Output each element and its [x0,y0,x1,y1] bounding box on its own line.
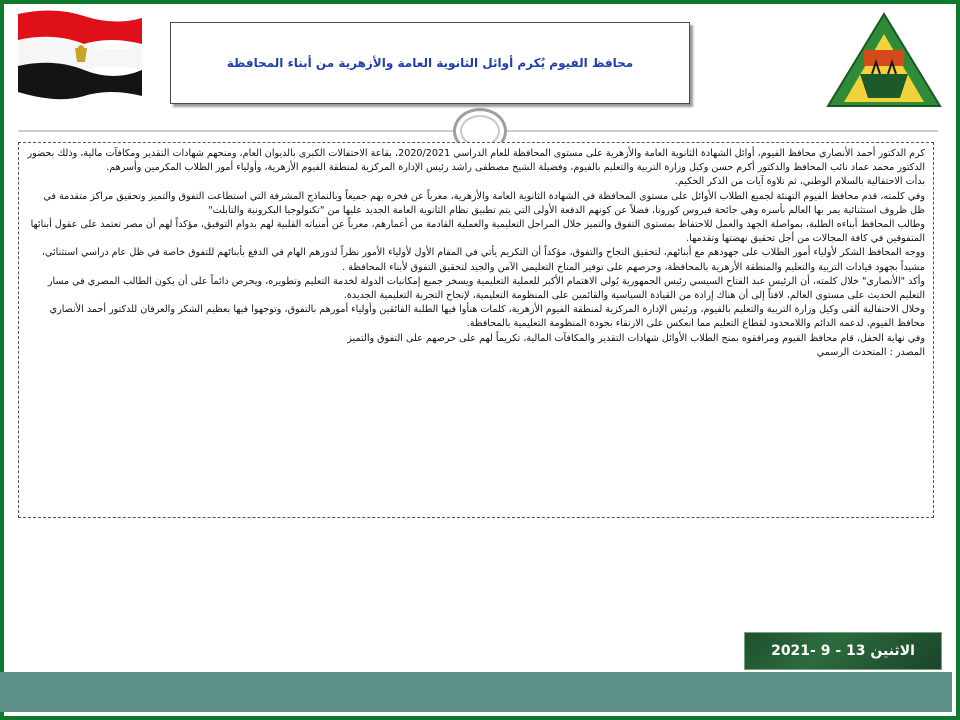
article-paragraph: ووجه المحافظ الشكر لأولياء أمور الطلاب على جهودهم مع أبنائهم، لتحقيق النجاح والتفوق، مؤكداً أن التكريم يأتي في المقام الأول لأولياء الأمور نظراً لدورهم الهام في الدفع بأبنائهم للتفوق خاصة في ظل عام دراسي استثنائي، مشيداً بجهود قيادات التربية والتعليم والمنطقة الأزهرية بالمحافظة، وحرصهم على توفير المناخ التعليمي الآمن والجيد لتحقيق التفوق لأبناء المحافظة . [41,247,925,273]
publish-date: الاثنين 13 - 9 -2021 [771,643,915,659]
article-paragraph: وطالب المحافظ أبناءه الطلبة، بمواصلة الجهد والعمل للاحتفاظ بمستوى التفوق والتميز خلال المراحل التعليمية والعملية القادمة من أعمارهم، معرباً عن أمنياته القلبية لهم بدوام التوفيق، مؤكداً لهم أن مصر تعتمد على عقول أبنائها المتفوقين في كافة المجالات من أجل تحقيق نهضتها وتقدمها. [30,219,925,245]
article-paragraph: كرم الدكتور أحمد الأنصاري محافظ الفيوم، أوائل الشهادة الثانوية العامة والأزهرية على مستوى المحافظة للعام الدراسي 2020/2021، بقاعة الاحتفالات الكبرى بالديوان العام، ومنحهم شهادات التقدير ومكافآت مالية، وذلك بحضور الدكتور محمد عماد نائب المحافظ والدكتور أكرم حسن وكيل وزارة التربية والتعليم بالفيوم، وفضيلة الشيخ مصطفى راشد رئيس الإدارة المركزية لمنطقة الفيوم الأزهرية، وأولياء أمور الطلاب المكرمين وأسرهم. [27,148,925,174]
headline-title: محافظ الفيوم يُكرم أوائل الثانوية العامة والأزهرية من أبناء المحافظة [226,56,634,70]
headline-box [170,22,690,104]
egypt-flag-icon [14,8,146,102]
article-paragraph: وأكد "الأنصاري" خلال كلمته، أن الرئيس عبد الفتاح السيسي رئيس الجمهورية يُولي الاهتمام الأكبر للعملية التعليمية ويسخر جميع إمكانيات الدولة لخدمة التعليم وتطويره، ويحرص دائماً على أن يكون الطالب المصري في مسار التعليم الحديث على مستوى العالم، لافتاً إلى أن هناك إرادة من القيادة السياسية والقائمين على المنظومة التعليمية، لإنجاح التجربة التعليمية الجديدة. [47,275,925,302]
article-source: المصدر : المتحدث الرسمي [816,346,925,358]
article-body [18,142,934,518]
article-paragraph: بدأت الاحتفالية بالسلام الوطني، ثم تلاوة آيات من الذكر الحكيم. [674,176,925,188]
article-paragraph: وفي نهاية الحفل، قام محافظ الفيوم ومرافقوه بمنح الطلاب الأوائل شهادات التقدير والمكافآت المالية، تكريماً لهم على حرصهم على التفوق والتميز [347,332,925,344]
article-paragraph: وخلال الاحتفالية ألقى وكيل وزارة التربية والتعليم بالفيوم، ورئيس الإدارة المركزية لمنطقة الفيوم الأزهرية، كلمات هنأوا فيها الطلبة الفائقين وأولياء أمورهم بالتفوق، وتوجهوا فيها بعظيم الشكر والعرفان للدكتور أحمد الأنصاري محافظ الفيوم، لدعمه الدائم واللامحدود لقطاع التعليم مما انعكس على الارتقاء بجودة المنظومة التعليمية بالمحافظة. [49,304,925,330]
fayoum-governorate-logo-icon [820,10,948,110]
footer-band [0,672,952,712]
article-paragraph: وفي كلمته، قدم محافظ الفيوم التهنئة لجميع الطلاب الأوائل على مستوى المحافظة في الشهادة الثانوية العامة والأزهرية، معرباً عن فخره بهم جميعاً وبالنماذج المشرفة التي استطاعت التفوق والتميز وتحقيق مراكز متقدمة في ظل ظروف استثنائية يمر بها العالم بأسره وهي جائحة فيروس كورونا، فضلاً عن كونهم الدفعة الأولى التي يتم تطبيق نظام الثانوية العامة الجديد عليها من "تكنولوجيا البكرونية والتابلت" [43,190,925,216]
date-bar [744,632,942,670]
